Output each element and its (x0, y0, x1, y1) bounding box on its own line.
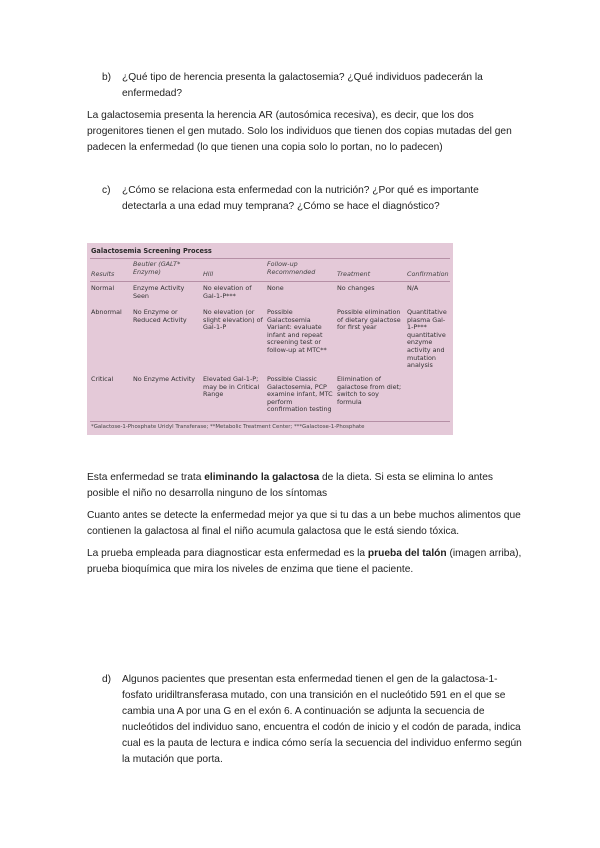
paragraph-heel-test (87, 546, 525, 578)
treatment-text-post: de la dieta. Si esta se elimina lo antes posible el niño no desarrolla ninguno de los síntomas (87, 472, 494, 499)
row-abnormal-treatment: Possible elimination of dietary galactose for first year (337, 308, 401, 332)
treatment-text-bold: eliminando la galactosa (204, 472, 320, 483)
paragraph-early-detection: Cuanto antes se detecte la enfermedad mejor ya que si tu das a un bebe muchos alimentos que contienen la galactosa al final el niño acumula galactosa que le está siendo tóxica. (87, 510, 521, 537)
row-critical-follow-up: Possible Classic Galactosemia, PCP examine infant, MTC perform confirmation testing (267, 375, 333, 414)
figure-footnote: *Galactose-1-Phosphate Uridyl Transferase; **Metabolic Treatment Center; ***Galactose-1-Phosphate (91, 424, 365, 430)
row-critical-treatment: Elimination of galactose from diet; switch to soy formula (337, 375, 402, 406)
row-normal-confirmation: N/A (407, 284, 419, 292)
row-abnormal-beutler: No Enzyme or Reduced Activity (133, 308, 187, 324)
paragraph-treatment (87, 470, 525, 502)
row-critical-hill: Elevated Gal-1-P; may be in Critical Range (203, 375, 260, 399)
row-abnormal-follow-up: Possible Galactosemia Variant: evaluate infant and repeat screening test or follow-up at MTC** (267, 308, 327, 354)
figure-title: Galactosemia Screening Process (91, 247, 212, 255)
heel-test-text-pre: La prueba empleada para diagnosticar esta enfermedad es la (87, 548, 368, 559)
screening-process-table-image (87, 243, 453, 435)
header-follow-up: Follow-up Recommended (267, 260, 316, 276)
row-normal-result: Normal (91, 284, 115, 292)
row-abnormal-hill: No elevation (or slight elevation) of Gal-1-P (203, 308, 263, 332)
figure-rule-top (90, 258, 450, 259)
header-beutler: Beutler (GALT* Enzyme) (133, 260, 181, 276)
header-hill: Hill (203, 270, 214, 278)
header-confirmation: Confirmation (407, 270, 449, 278)
row-normal-beutler: Enzyme Activity Seen (133, 284, 185, 300)
question-d-text: Algunos pacientes que presentan esta enfermedad tienen el gen de la galactosa-1-fosfato uridiltransferasa mutado, con una transición en el nucleótido 591 en el que se cambia una A por una G en el exón 6. A continuación se adjunta la secuencia de nucleótidos del individuo sano, encuentra el codón de inicio y el codón de parada, indica cual es la pauta de lectura e indica cómo sería la secuencia del individuo enfermo según la mutación que porta. (122, 674, 522, 765)
row-normal-follow-up: None (267, 284, 284, 292)
row-normal-hill: No elevation of Gal-1-P*** (203, 284, 252, 300)
figure-rule-bottom (90, 421, 450, 422)
question-b-label: b) (102, 72, 112, 83)
heel-test-text-post: (imagen arriba), prueba bioquímica que mira los niveles de enzima que tiene el paciente. (87, 548, 522, 575)
question-d-label: d) (102, 674, 112, 685)
header-results: Results (91, 270, 115, 278)
question-b-text: ¿Qué tipo de herencia presenta la galactosemia? ¿Qué individuos padecerán la enfermedad? (122, 72, 483, 99)
header-treatment: Treatment (337, 270, 371, 278)
row-abnormal-result: Abnormal (91, 308, 122, 316)
row-critical-beutler: No Enzyme Activity (133, 375, 196, 383)
question-c-text: ¿Cómo se relaciona esta enfermedad con la nutrición? ¿Por qué es importante detectarla a una edad muy temprana? ¿Cómo se hace el diagnóstico? (122, 185, 479, 212)
heel-test-text-bold: prueba del talón (367, 548, 447, 559)
question-c-label: c) (102, 185, 111, 196)
treatment-text-pre: Esta enfermedad se trata (87, 472, 205, 483)
row-normal-treatment: No changes (337, 284, 375, 292)
answer-b: La galactosemia presenta la herencia AR (autosómica recesiva), es decir, que los dos progenitores tienen el gen mutado. Solo los individuos que tienen dos copias mutadas del gen padecen la enfermedad (lo que tienen una copia solo lo portan, no lo padecen) (87, 110, 512, 153)
row-abnormal-confirmation: Quantitative plasma Gal-1-P*** quantitative enzyme activity and mutation analysis (407, 308, 447, 370)
figure-rule-header (90, 281, 450, 282)
row-critical-result: Critical (91, 375, 114, 383)
